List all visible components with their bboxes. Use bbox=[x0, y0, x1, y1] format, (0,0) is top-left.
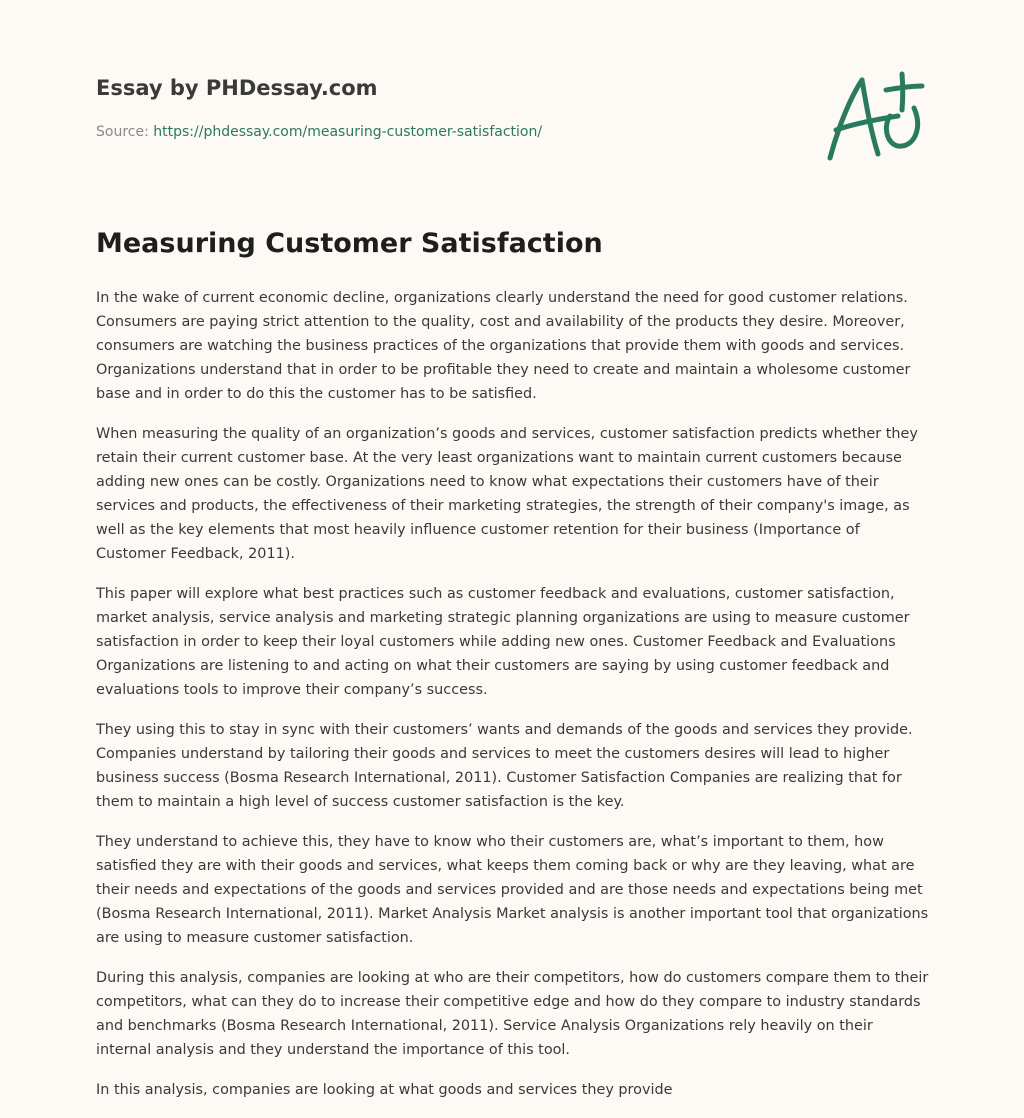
essay-paragraph: This paper will explore what best practices such as customer feedback and evaluations, customer satisfaction, market analysis, service analysis and marketing strategic planning organizations are using to measure customer satisfaction in order to keep their loyal customers while adding new ones. Customer Feedback and Evaluations Organizations are listening to and acting on what their customers are saying by using customer feedback and evaluations tools to improve their company’s success. bbox=[96, 586, 910, 698]
essay-paragraph: They using this to stay in sync with their customers’ wants and demands of the goods and services they provide. Companies understand by tailoring their goods and services to meet the customers desires will lead to higher business success (Bosma Research International, 2011). Customer Satisfaction Companies are realizing that for them to maintain a high level of success customer satisfaction is the key. bbox=[96, 722, 913, 810]
essay-title: Measuring Customer Satisfaction bbox=[96, 228, 603, 259]
essay-paragraph: They understand to achieve this, they have to know who their customers are, what’s important to them, how satisfied they are with their goods and services, what keeps them coming back or why are they leaving, what are their needs and expectations of the goods and services provided and are those needs and expectations being met (Bosma Research International, 2011). Market Analysis Market analysis is another important tool that organizations are using to measure customer satisfaction. bbox=[96, 834, 929, 946]
essay-paragraph: In this analysis, companies are looking at what goods and services they provide bbox=[96, 1082, 673, 1098]
source-link[interactable]: https://phdessay.com/measuring-customer-satisfaction/ bbox=[153, 124, 543, 140]
site-brand: Essay by PHDessay.com bbox=[96, 76, 378, 100]
source-line bbox=[96, 124, 542, 140]
a-plus-grade-icon bbox=[818, 68, 928, 168]
essay-paragraph: When measuring the quality of an organization’s goods and services, customer satisfaction predicts whether they retain their current customer base. At the very least organizations want to maintain current customers because adding new ones can be costly. Organizations need to know what expectations their customers have of their services and products, the effectiveness of their marketing strategies, the strength of their company's image, as well as the key elements that most heavily influence customer retention for their business (Importance of Customer Feedback, 2011). bbox=[96, 426, 918, 562]
source-label: Source: bbox=[96, 124, 149, 140]
essay-paragraph: In the wake of current economic decline, organizations clearly understand the need for good customer relations. Consumers are paying strict attention to the quality, cost and availability of the products they desire. Moreover, consumers are watching the business practices of the organizations that provide them with goods and services. Organizations understand that in order to be profitable they need to create and maintain a wholesome customer base and in order to do this the customer has to be satisfied. bbox=[96, 290, 911, 402]
essay-paragraph: During this analysis, companies are looking at who are their competitors, how do customers compare them to their competitors, what can they do to increase their competitive edge and how do they compare to industry standards and benchmarks (Bosma Research International, 2011). Service Analysis Organizations rely heavily on their internal analysis and they understand the importance of this tool. bbox=[96, 970, 929, 1058]
essay-body bbox=[96, 286, 932, 1118]
